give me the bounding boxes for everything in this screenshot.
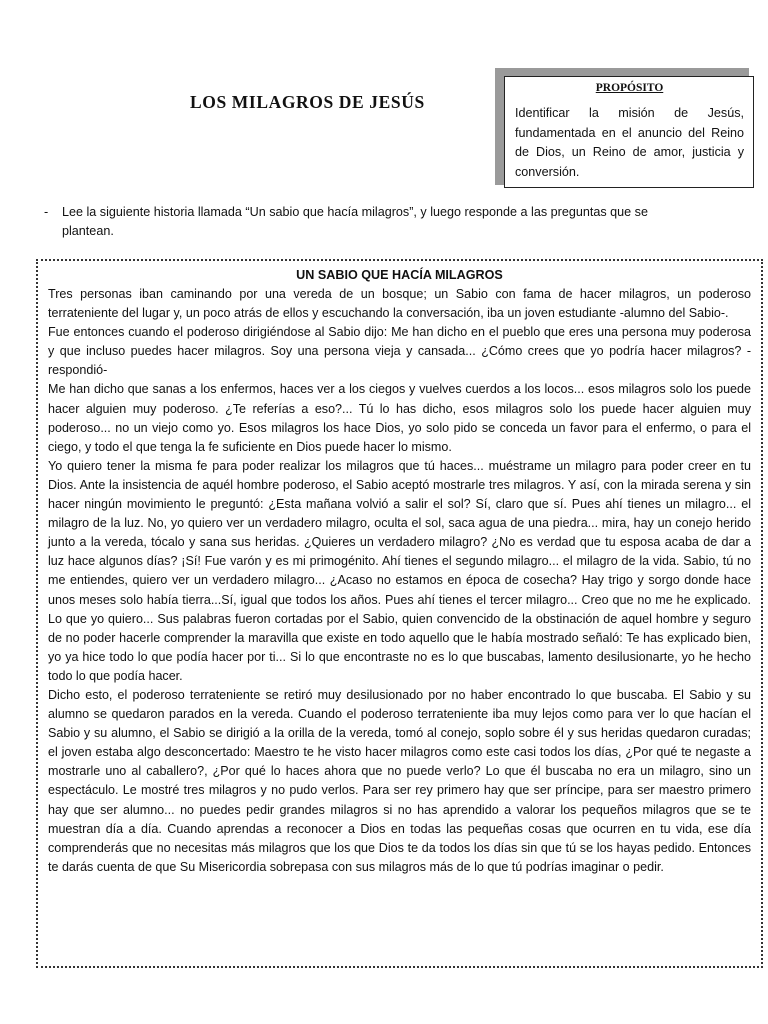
story-paragraph: Dicho esto, el poderoso terrateniente se retiró muy desilusionado por no haber encontrado lo que buscaba. El Sabio y su alumno se quedaron parados en la vereda. Cuando el poderoso terrateniente iba muy lejos como para ver lo que hacían el Sabio y su alumno, el Sabio se dirigió a la orilla de la vereda, tomó al conejo, soplo sobre él y sus heridas quedaron curadas; el joven estaba algo desconcertado: Maestro te he visto hacer milagros como este casi todos los días, ¿Por qué te negaste a mostrarle uno al caballero?, ¿Por qué lo haces ahora que no puede verlo? Lo que él buscaba no era un milagro, sino un espectáculo. Le mostré tres milagros y no pudo verlos. Para ser rey primero hay que ser príncipe, para ser maestro primero hay que ser alumno... no puedes pedir grandes milagros si no has aprendido a valorar los pequeños milagros que se te muestran día a día. Cuando aprendas a reconocer a Dios en todas las pequeñas cosas que ocurren en tu vida, ese día comprenderás que no necesitas más milagros que los que Dios te da todos los días sin que tú se los hayas pedido. Entonces te darás cuenta de que Su Misericordia sobrepasa con sus milagros más de lo que tú podrías imaginar o pedir. <box>48 687 751 874</box>
instruction-text: Lee la siguiente historia llamada “Un sabio que hacía milagros”, y luego responde a las preguntas que se plantean. <box>62 205 648 238</box>
story-content <box>48 266 751 877</box>
page-title: LOS MILAGROS DE JESÚS <box>190 92 425 112</box>
story-paragraph: Tres personas iban caminando por una vereda de un bosque; un Sabio con fama de hacer milagros, un poderoso terrateniente del lugar y, un poco atrás de ellos y escuchando la conversación, iba un joven estudiante -alumno del Sabio-. <box>48 287 751 321</box>
story-paragraph: Yo quiero tener la misma fe para poder realizar los milagros que tú haces... muéstrame un milagro para poder creer en tu Dios. Ante la insistencia de aquél hombre poderoso, el Sabio aceptó mostrarle tres milagros. Y así, con la mirada serena y sin hacer ningún movimiento le preguntó: ¿Esta mañana volvió a salir el sol? Sí, claro que sí. Pues ahí tienes un milagro... el milagro de la luz. No, yo quiero ver un verdadero milagro, oculta el sol, saca agua de una piedra... mira, hay un conejo herido junto a la vereda, tócalo y sana sus heridas. ¿Quieres un verdadero milagro? ¿No es verdad que tu esposa acaba de dar a luz hace algunos días? ¡Sí! Fue varón y es mi primogénito. Ahí tienes el segundo milagro... el milagro de la vida. Sabio, tú no me entiendes, quiero ver un verdadero milagro... ¿Acaso no estamos en época de cosecha? Hay trigo y sorgo donde hace unos meses solo había tierra...Sí, igual que todos los años. Pues ahí tienes el tercer milagro... Creo que no me he explicado. Lo que yo quiero... Sus palabras fueron cortadas por el Sabio, quien convencido de la obstinación de aquel hombre y seguro de no poder hacerle comprender la maravilla que existe en todo aquello que le había mostrado señaló: Te has explicado bien, yo ya hice todo lo que podía hacer por ti... Si lo que encontraste no es lo que buscabas, lamento desilusionarte, yo he hecho todo lo que podía hacer. <box>48 458 751 683</box>
purpose-heading: PROPÓSITO <box>595 82 664 94</box>
story-paragraph: Fue entonces cuando el poderoso dirigiéndose al Sabio dijo: Me han dicho en el pueblo que eres una persona muy poderosa y que incluso puedes hacer milagros. Soy una persona vieja y cansada... ¿Cómo crees que yo podría hacer milagros? -respondió- <box>48 325 751 378</box>
purpose-box <box>504 76 754 188</box>
story-box <box>36 259 763 968</box>
instruction <box>44 203 684 241</box>
story-paragraph: Me han dicho que sanas a los enfermos, haces ver a los ciegos y vuelves cuerdos a los locos... esos milagros solo los puede hacer alguien muy poderoso. ¿Te referías a eso?... Tú lo has dicho, esos milagros solo los puede hacer alguien muy poderoso... no un viejo como yo. Esos milagros los hace Dios, yo solo pido se conceda un favor para el enfermo, o para el ciego, y todo el que tenga la fe suficiente en Dios puede hacer lo mismo. <box>48 382 751 454</box>
purpose-text: Identificar la misión de Jesús, fundamentada en el anuncio del Reino de Dios, un Reino de amor, justicia y conversión. <box>515 106 744 179</box>
instruction-bullet: - <box>44 205 49 219</box>
story-title: UN SABIO QUE HACÍA MILAGROS <box>296 268 503 282</box>
